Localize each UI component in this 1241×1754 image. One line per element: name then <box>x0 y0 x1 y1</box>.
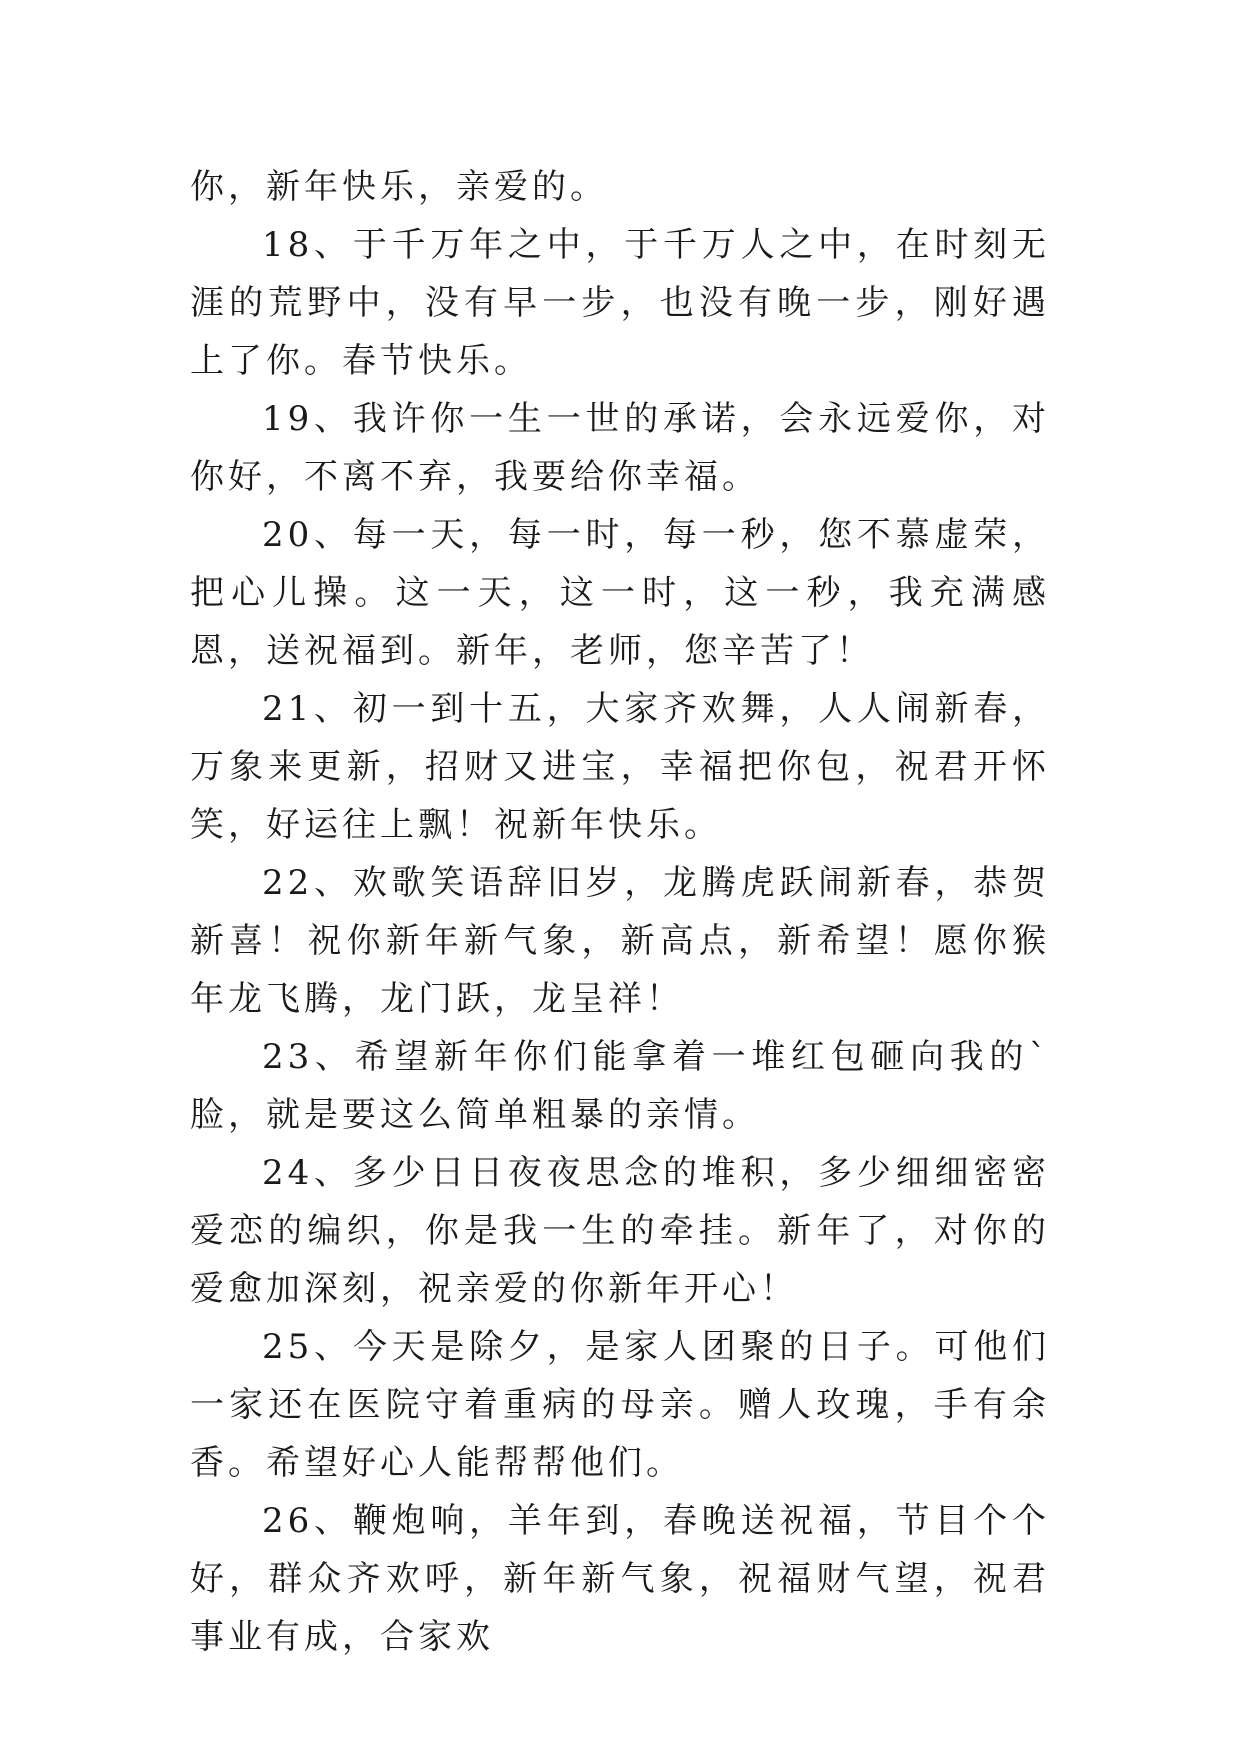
paragraph-item-26: 26、鞭炮响，羊年到，春晚送祝福，节目个个好，群众齐欢呼，新年新气象，祝福财气望，祝君事业有成，合家欢 <box>190 1501 1050 1657</box>
paragraph-item-24: 24、多少日日夜夜思念的堆积，多少细细密密爱恋的编织，你是我一生的牵挂。新年了，对你的爱愈加深刻，祝亲爱的你新年开心！ <box>190 1153 1050 1309</box>
paragraph-item-21: 21、初一到十五，大家齐欢舞，人人闹新春，万象来更新，招财又进宝，幸福把你包，祝君开怀笑，好运往上飘！祝新年快乐。 <box>190 689 1050 845</box>
paragraph-item-18: 18、于千万年之中，于千万人之中，在时刻无涯的荒野中，没有早一步，也没有晚一步，刚好遇上了你。春节快乐。 <box>190 225 1050 381</box>
paragraph-item-20: 20、每一天，每一时，每一秒，您不慕虚荣，把心儿操。这一天，这一时，这一秒，我充满感恩，送祝福到。新年，老师，您辛苦了！ <box>190 515 1050 671</box>
paragraph-item-22: 22、欢歌笑语辞旧岁，龙腾虎跃闹新春，恭贺新喜！祝你新年新气象，新高点，新希望！愿你猴年龙飞腾，龙门跃，龙呈祥！ <box>190 863 1050 1019</box>
paragraph-continuation: 你，新年快乐，亲爱的。 <box>190 167 608 207</box>
paragraph-item-25: 25、今天是除夕，是家人团聚的日子。可他们一家还在医院守着重病的母亲。赠人玫瑰，手有余香。希望好心人能帮帮他们。 <box>190 1327 1050 1483</box>
paragraph-item-19: 19、我许你一生一世的承诺，会永远爱你，对你好，不离不弃，我要给你幸福。 <box>190 399 1050 497</box>
paragraph-item-23: 23、希望新年你们能拿着一堆红包砸向我的`脸，就是要这么简单粗暴的亲情。 <box>190 1037 1050 1135</box>
document-body <box>190 158 1050 1666</box>
